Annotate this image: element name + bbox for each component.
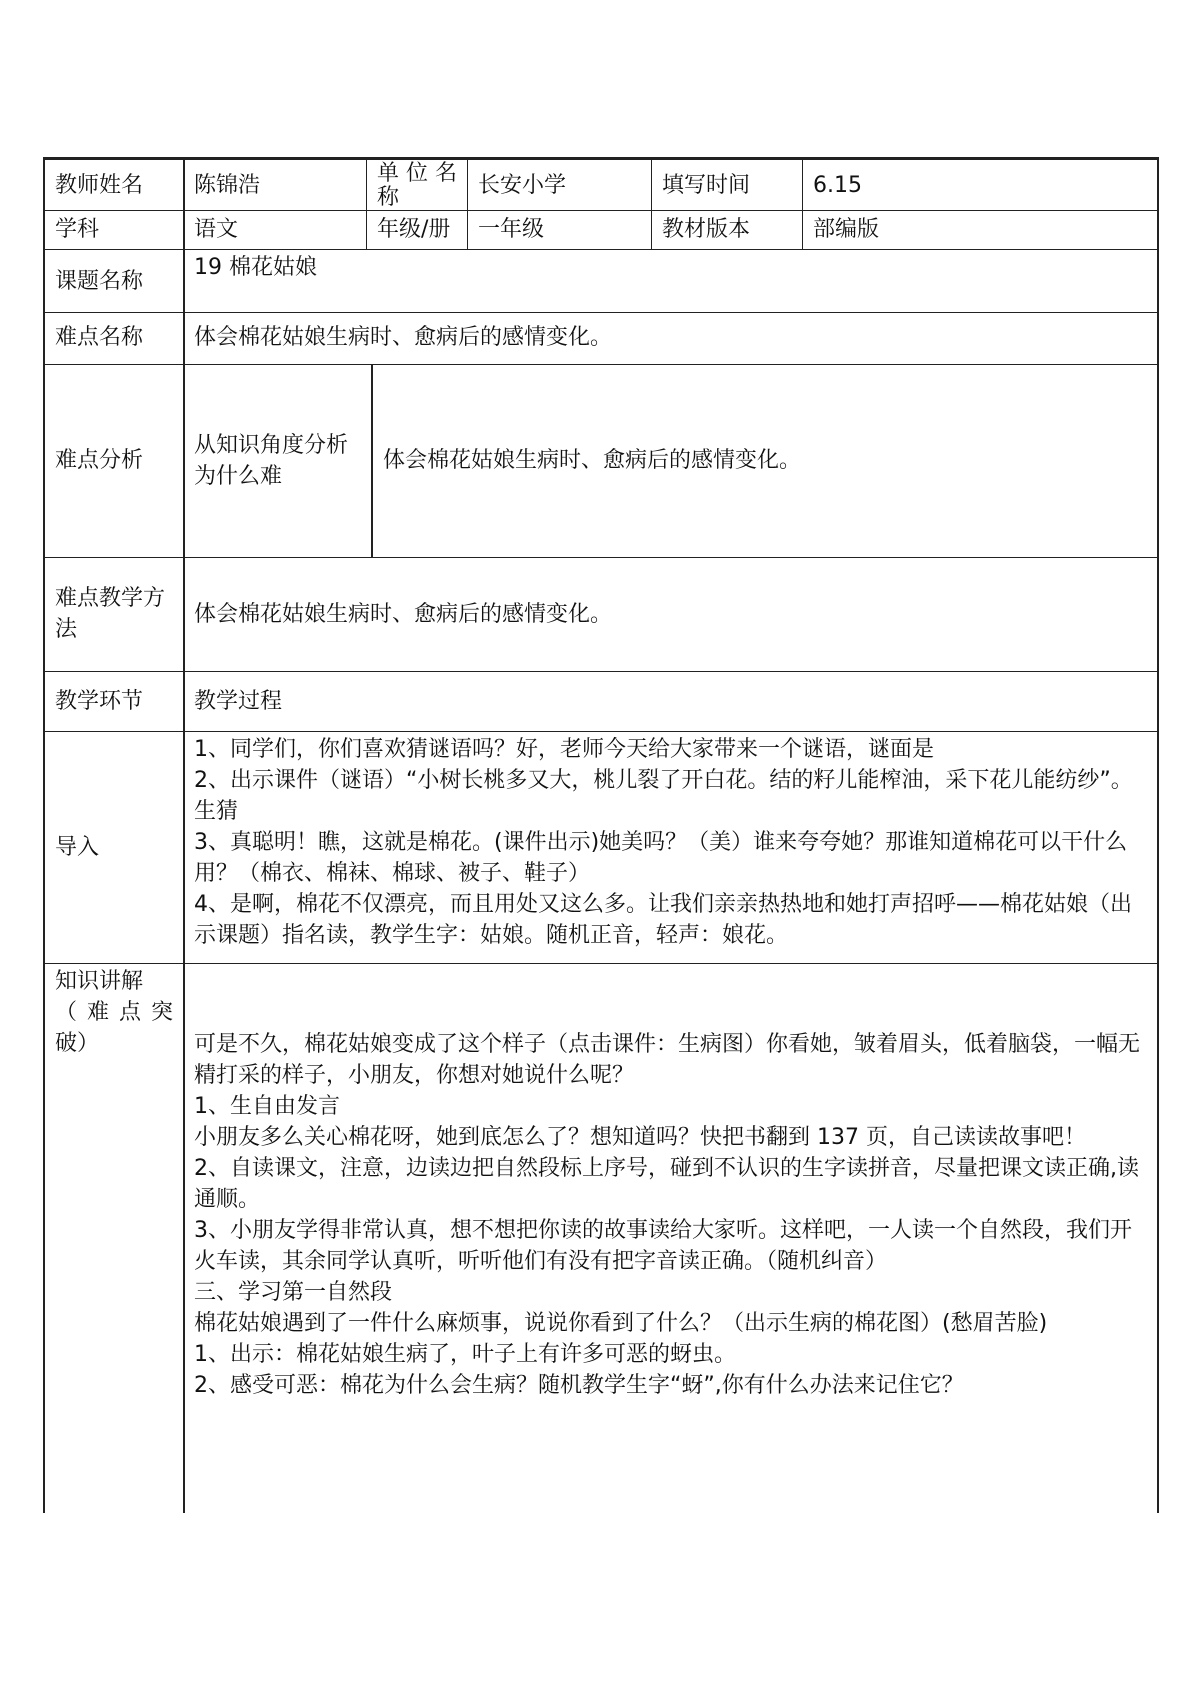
knowledge-label: [45, 963, 183, 1513]
knowledge-line-3: 小朋友多么关心棉花呀，她到底怎么了？想知道吗？快把书翻到 137 页，自己读读故事吧！: [194, 1125, 1086, 1150]
knowledge-line-6: 三、学习第一自然段: [194, 1280, 393, 1305]
subject-label: 学科: [55, 217, 100, 242]
table-row-subject: [45, 210, 1157, 250]
intro-content: [184, 731, 1155, 963]
difficulty-value: 体会棉花姑娘生病时、愈病后的感情变化。: [194, 325, 613, 350]
unit-name-label-line1: 单 位 名: [377, 161, 457, 186]
lesson-plan-table: [43, 157, 1159, 1513]
unit-name-label: [367, 160, 467, 210]
knowledge-line-1: 可是不久，棉花姑娘变成了这个样子（点击课件：生病图）你看她，皱着眉头，低着脑袋，一幅无精打采的样子，小朋友，你想对她说什么呢？: [194, 1032, 1141, 1088]
knowledge-line-5: 3、小朋友学得非常认真，想不想把你读的故事读给大家听。这样吧，一人读一个自然段，我们开火车读，其余同学认真听，听听他们有没有把字音读正确。（随机纠音）: [194, 1218, 1133, 1274]
table-row-teacher: [45, 160, 1157, 211]
date-label: 填写时间: [662, 172, 751, 198]
difficulty-label: 难点名称: [55, 325, 144, 350]
knowledge-content: [184, 963, 1155, 1513]
analysis-sub-label: [184, 364, 371, 557]
knowledge-line-7: 棉花姑娘遇到了一件什么麻烦事，说说你看到了什么？（出示生病的棉花图）(愁眉苦脸): [194, 1311, 1048, 1336]
knowledge-line-4: 2、自读课文，注意，边读边把自然段标上序号，碰到不认识的生字读拼音，尽量把课文读正确,读通顺。: [194, 1156, 1139, 1212]
table-row-method: [45, 557, 1157, 672]
knowledge-line-8: 1、出示：棉花姑娘生病了，叶子上有许多可恶的蚜虫。: [194, 1342, 736, 1367]
teacher-name-value: 陈锦浩: [194, 172, 261, 198]
intro-label: 导入: [55, 834, 100, 860]
intro-line-3: 3、真聪明！瞧，这就是棉花。(课件出示)她美吗？（美）谁来夸夸她？那谁知道棉花可以干什么用？（棉衣、棉袜、棉球、被子、鞋子）: [194, 830, 1128, 886]
stage-label: 教学环节: [55, 688, 144, 714]
analysis-value: 体会棉花姑娘生病时、愈病后的感情变化。: [383, 448, 802, 473]
grade-value: 一年级: [478, 217, 545, 242]
teacher-name-label: 教师姓名: [55, 172, 144, 198]
knowledge-line-9: 2、感受可恶：棉花为什么会生病？随机教学生字“蚜”,你有什么办法来记住它？: [194, 1373, 964, 1398]
intro-line-4: 4、是啊，棉花不仅漂亮，而且用处又这么多。让我们亲亲热热地和她打声招呼——棉花姑娘（出示课题）指名读，教学生字：姑娘。随机正音，轻声：娘花。: [194, 892, 1133, 948]
knowledge-label-line2: （ 难 点 突: [55, 1000, 173, 1025]
method-value: 体会棉花姑娘生病时、愈病后的感情变化。: [194, 601, 613, 627]
lesson-title-label: 课题名称: [55, 268, 144, 294]
knowledge-label-line3: 破）: [55, 1031, 100, 1056]
table-row-intro: [45, 731, 1157, 964]
table-row-knowledge: [45, 963, 1157, 1513]
process-label: 教学过程: [194, 688, 283, 714]
knowledge-line-2: 1、生自由发言: [194, 1094, 340, 1119]
method-label: [45, 557, 183, 671]
intro-line-1: 1、同学们，你们喜欢猜谜语吗？好，老师今天给大家带来一个谜语，谜面是: [194, 737, 934, 762]
edition-value: 部编版: [813, 217, 880, 242]
method-label-line2: 法: [55, 617, 78, 642]
table-row-lesson: [45, 249, 1157, 313]
method-label-line1: 难点教学方: [55, 586, 166, 611]
subject-value: 语文: [194, 217, 239, 242]
analysis-label: 难点分析: [55, 448, 144, 473]
unit-name-label-line2: 称: [377, 185, 400, 210]
table-row-process-header: [45, 671, 1157, 732]
table-row-difficulty: [45, 311, 1157, 365]
date-value: 6.15: [813, 172, 862, 198]
unit-name-value: 长安小学: [478, 172, 567, 198]
lesson-title-value: 19 棉花姑娘: [194, 255, 317, 280]
intro-line-2: 2、出示课件（谜语）“小树长桃多又大，桃儿裂了开白花。结的籽儿能榨油，采下花儿能纺纱”。生猜: [194, 768, 1133, 824]
grade-label: 年级/册: [377, 217, 451, 242]
table-row-analysis: [45, 364, 1157, 558]
analysis-sub-label-line1: 从知识角度分析: [194, 432, 349, 458]
edition-label: 教材版本: [662, 217, 751, 242]
analysis-sub-label-line2: 为什么难: [194, 463, 283, 489]
knowledge-label-line1: 知识讲解: [55, 969, 144, 994]
